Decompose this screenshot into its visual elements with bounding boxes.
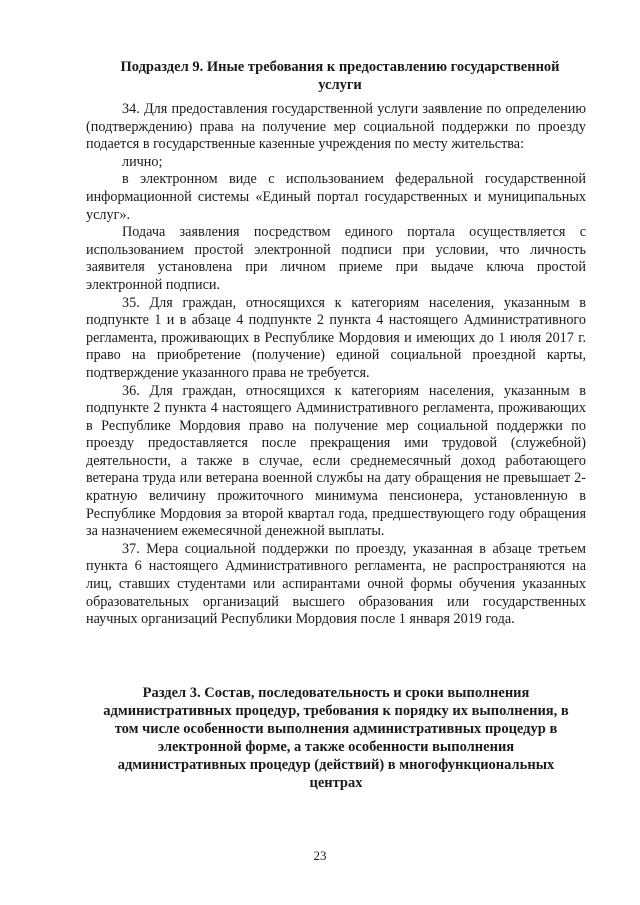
paragraph-portal-submission: Подача заявления посредством единого портала осуществляется с использованием простой электронной подписи при условии, что личность заявителя установлена при личном приеме при выдаче ключа простой электронной подписи. [86, 224, 586, 293]
body-text [86, 101, 586, 629]
section-title: Раздел 3. Состав, последовательность и сроки выполнения административных процедур, требования к порядку их выполнения, в том числе особенности выполнения административных процедур в электронной форме, а также особенности выполнения административных процедур (действий) в многофункциональных центрах [103, 685, 569, 791]
paragraph-35: 35. Для граждан, относящихся к категориям населения, указанным в подпункте 1 и в абзаце 4 подпункте 2 пункта 4 настоящего Административного регламента, проживающих в Республике Мордовия и имеющих до 1 июля 2017 г. право на приобретение (получение) единой социальной проездной карты, подтверждение указанного права не требуется. [86, 294, 586, 381]
page-number: 23 [313, 848, 327, 863]
subsection-title: Подраздел 9. Иные требования к предоставлению государственной услуги [120, 59, 560, 93]
paragraph-36: 36. Для граждан, относящихся к категориям населения, указанным в подпункте 2 пункта 4 настоящего Административного регламента, проживающих в Республике Мордовия право на получение мер социальной поддержки по проезду предоставляется после прекращения ими трудовой (служебной) деятельности, а также в случае, если среднемесячный доход работающего ветерана труда или ветерана военной службы на дату обращения не превышает 2-кратную величину прожиточного минимума пенсионера, установленную в Республике Мордовия за второй квартал года, предшествующего году обращения за назначением ежемесячной денежной выплаты. [86, 382, 586, 540]
list-item-in-person: лично; [122, 153, 163, 170]
paragraph-37: 37. Мера социальной поддержки по проезду, указанная в абзаце третьем пункта 6 настоящего Административного регламента, не распространяются на лиц, ставших студентами или аспирантами очной формы обучения указанных образовательных организаций высшего образования или государственных научных организаций Республики Мордовия после 1 января 2019 года. [86, 540, 586, 628]
paragraph-34: 34. Для предоставления государственной услуги заявление по определению (подтверждению) права на получение мер социальной поддержки по проезду подается в государственные казенные учреждения по месту жительства: [86, 101, 586, 153]
list-item-electronic: в электронном виде с использованием федеральной государственной информационной системы «Единый портал государственных и муниципальных услуг». [86, 171, 586, 223]
